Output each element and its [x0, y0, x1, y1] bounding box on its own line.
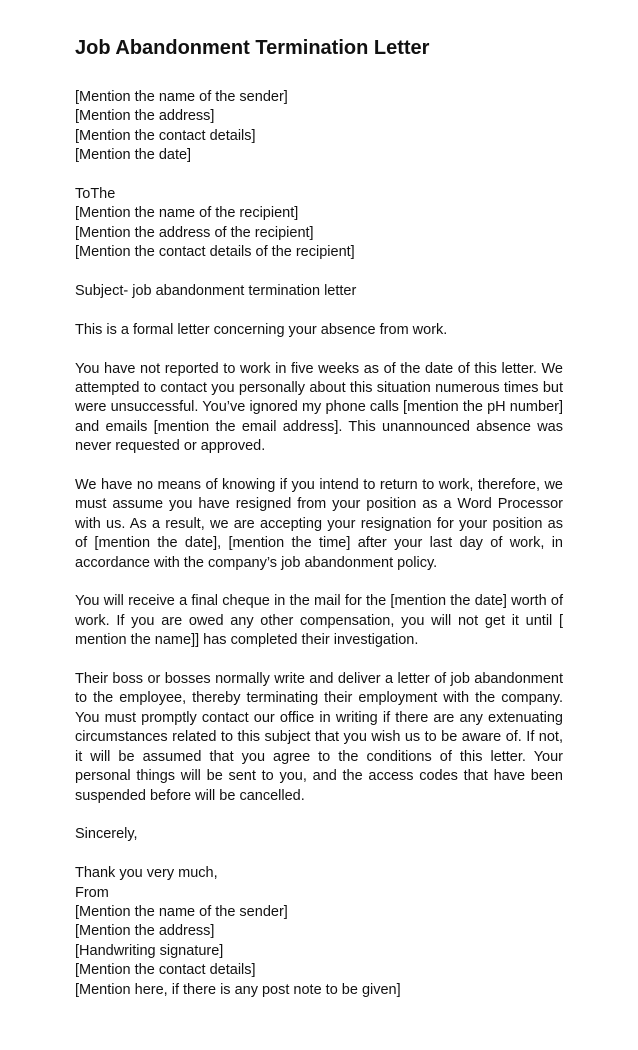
recipient-block: [75, 185, 563, 263]
sender-block: [75, 88, 563, 166]
signature-sender-name: [Mention the name of the sender]: [75, 903, 288, 920]
signature-contact-details: [Mention the contact details]: [75, 962, 256, 979]
paragraph-procedure: Their boss or bosses normally write and deliver a letter of job abandonment to the employee, thereby terminating their employment with the company. You must promptly contact our office in writing if there are any extenuating circumstances related to this subject that you wish us to be aware of. If not, it will be assumed that you agree to the conditions of this letter. Your personal things will be sent to you, and the access codes that have been suspended before will be cancelled.: [75, 671, 563, 804]
recipient-name-line: [Mention the name of the recipient]: [75, 205, 299, 222]
sender-address-line: [Mention the address]: [75, 108, 215, 125]
post-note-line: [Mention here, if there is any post note to be given]: [75, 981, 401, 998]
recipient-contact-line: [Mention the contact details of the recipient]: [75, 244, 355, 261]
paragraph-final-cheque: You will receive a final cheque in the mail for the [mention the date] worth of work. If you are owed any other compensation, you will not get it until [ mention the name]] has completed their investigation.: [75, 593, 563, 649]
sender-contact-line: [Mention the contact details]: [75, 127, 256, 144]
paragraph-resignation: We have no means of knowing if you intend to return to work, therefore, we must assume you have resigned from your position as a Word Processor with us. As a result, we are accepting your resignation for your position as of [mention the date], [mention the time] after your last day of work, in accordance with the company’s job abandonment policy.: [75, 477, 563, 571]
recipient-salutation: ToThe: [75, 186, 116, 203]
letter-title: Job Abandonment Termination Letter: [75, 37, 430, 59]
paragraph-absence: You have not reported to work in five weeks as of the date of this letter. We attempted to contact you personally about this situation numerous times but were unsuccessful. You’ve ignored my phone calls [mention the pH number] and emails [mention the email address]. This unannounced absence was never requested or approved.: [75, 360, 563, 455]
handwriting-signature: [Handwriting signature]: [75, 942, 224, 959]
closing-line: Sincerely,: [75, 826, 138, 843]
recipient-address-line: [Mention the address of the recipient]: [75, 224, 314, 241]
subject-line: Subject- job abandonment termination letter: [75, 283, 357, 300]
sender-name-line: [Mention the name of the sender]: [75, 89, 288, 105]
letter-body: [75, 88, 563, 1000]
signature-sender-address: [Mention the address]: [75, 923, 215, 940]
thanks-line: Thank you very much,: [75, 865, 218, 882]
from-line: From: [75, 884, 109, 901]
date-line: [Mention the date]: [75, 147, 192, 164]
paragraph-intro: This is a formal letter concerning your absence from work.: [75, 321, 448, 338]
signature-block: [75, 864, 563, 1000]
